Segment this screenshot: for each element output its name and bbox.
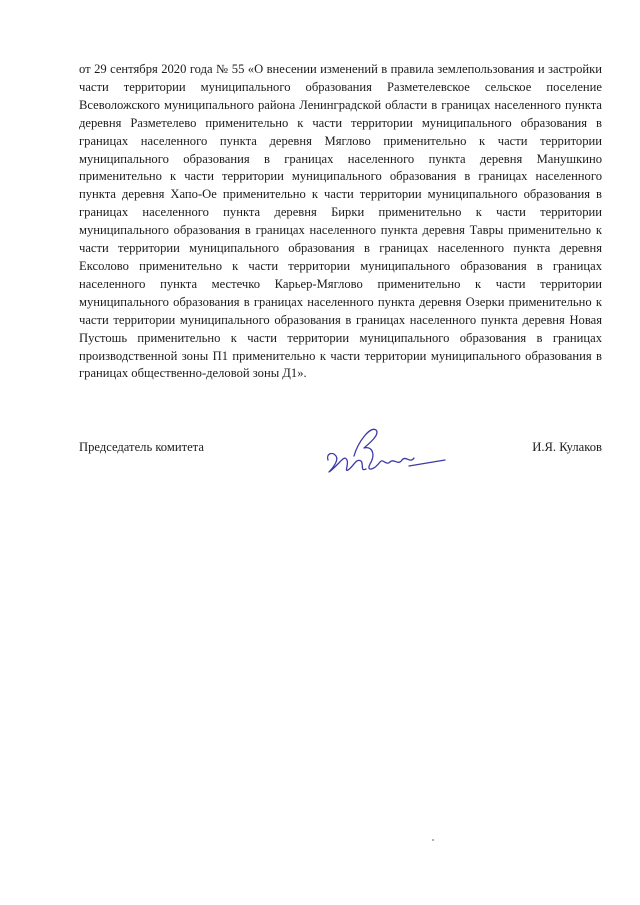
handwritten-signature: [314, 420, 449, 492]
signatory-role: Председатель комитета: [79, 440, 204, 454]
scan-speck: [432, 839, 434, 841]
body-paragraph: от 29 сентября 2020 года № 55 «О внесении изменений в правила землепользования и застройки части территории муниципального образования Разметелевское сельское поселение Всеволожского муниципального района Ленинградской области в границах населенного пункта деревня Разметелево применительно к части территории муниципального образования в границах населенного пункта деревня Мяглово применительно к части территории муниципального образования в границах населенного пункта деревня Манушкино применительно к части территории муниципального образования в границах населенного пункта деревня Хапо-Ое применительно к части территории муниципального образования в границах населенного пункта деревня Бирки применительно к части территории муниципального образования в границах населенного пункта деревня Тавры применительно к части территории муниципального образования в границах населенного пункта деревня Ексолово применительно к части территории муниципального образования в границах населенного пункта местечко Карьер-Мяглово применительно к части территории муниципального образования в границах населенного пункта деревня Озерки применительно к части территории муниципального образования в границах населенного пункта деревня Новая Пустошь применительно к части территории муниципального образования в границах производственной зоны П1 применительно к части территории муниципального образования в границах общественно-деловой зоны Д1».: [79, 62, 602, 381]
signatory-name: И.Я. Кулаков: [532, 440, 602, 454]
signature-block: [79, 432, 602, 492]
